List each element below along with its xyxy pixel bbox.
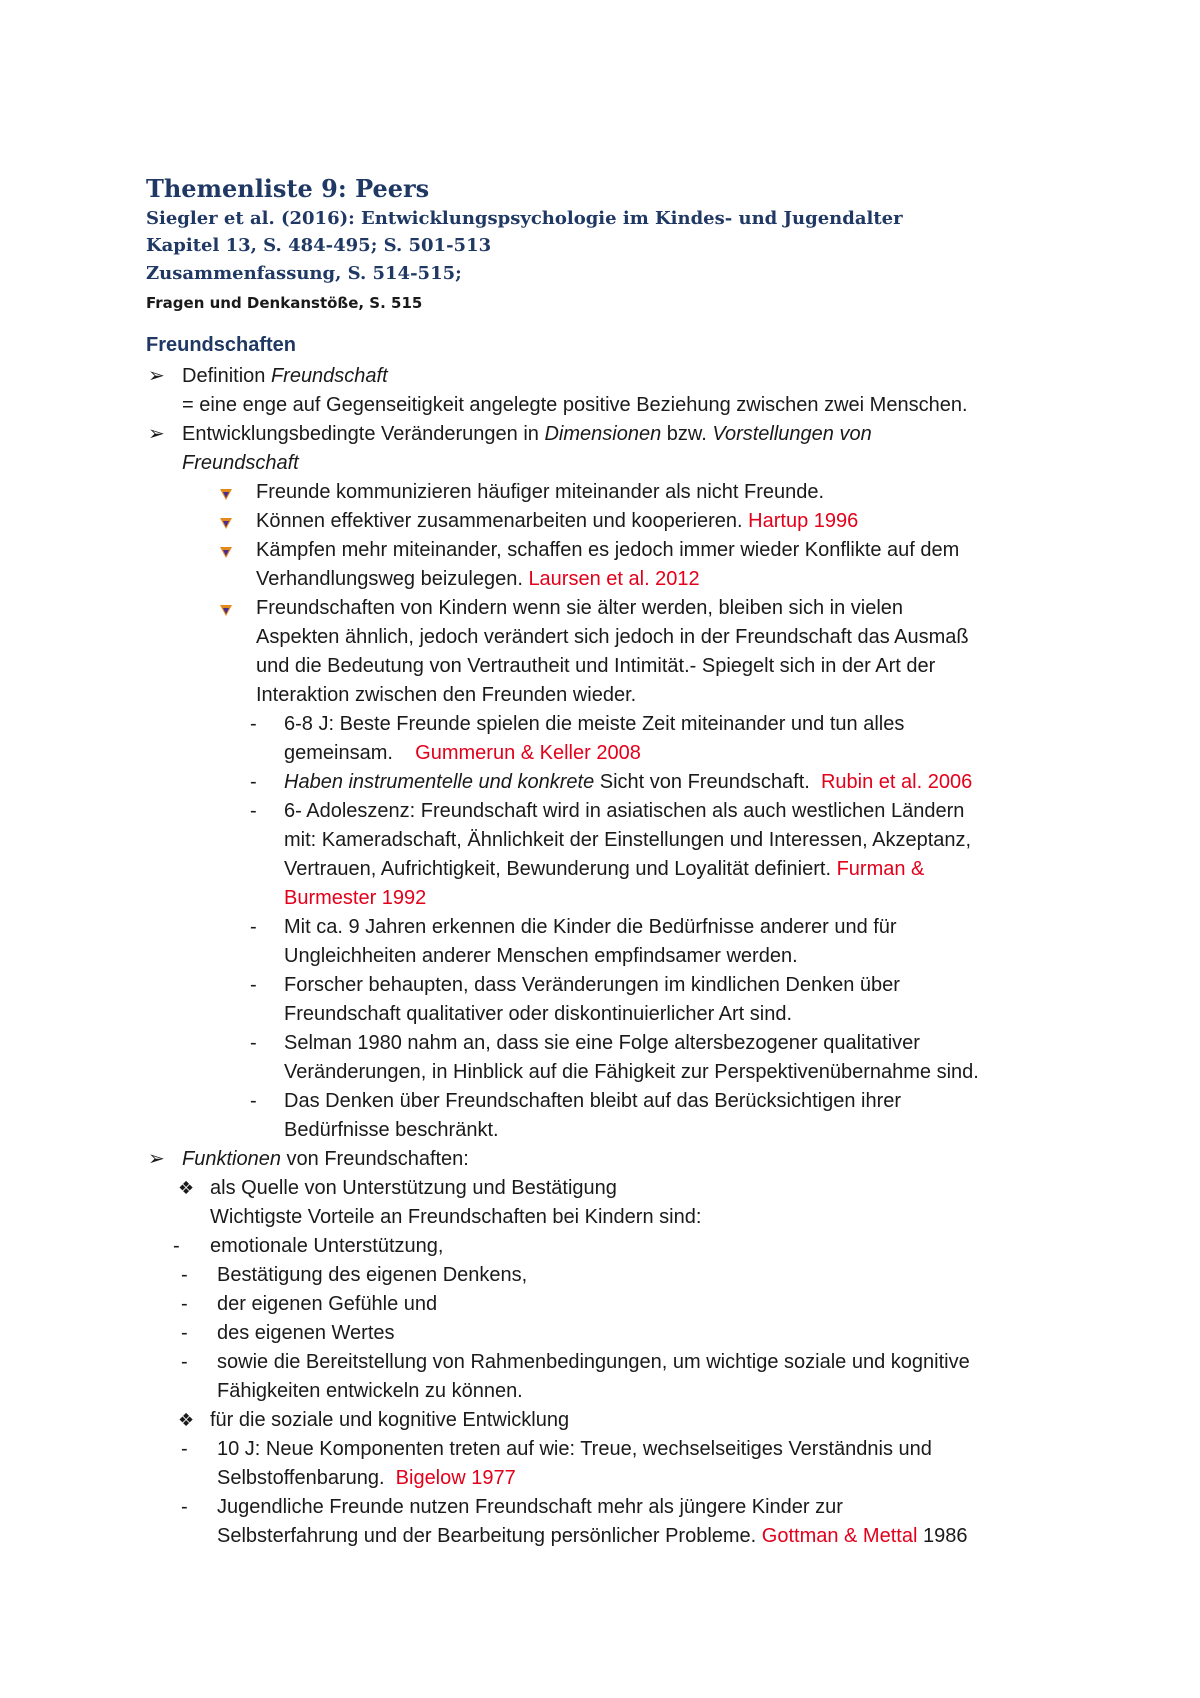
sub-item: des eigenen Wertes — [217, 1322, 395, 1344]
functions-item: Funktionen von Freundschaften: — [182, 1148, 469, 1170]
triangle-bullet-icon — [219, 516, 233, 530]
citation: Rubin et al. 2006 — [820, 771, 973, 793]
arrow-bullet-icon: ➢ — [148, 365, 165, 387]
sub-item-cont: Selbsterfahrung und der Bearbeitung persönlicher Probleme. Gottman & Mettal 1986 — [217, 1525, 968, 1547]
chapter-pages: Kapitel 13, S. 484-495; S. 501-513 — [146, 235, 492, 256]
function-text: Wichtigste Vorteile an Freundschaften bei Kindern sind: — [210, 1206, 702, 1228]
dash-bullet: - — [250, 1032, 257, 1054]
questions-pages: Fragen und Denkanstöße, S. 515 — [146, 294, 423, 312]
summary-pages: Zusammenfassung, S. 514-515; — [146, 263, 462, 284]
sub-item: Mit ca. 9 Jahren erkennen die Kinder die Bedürfnisse anderer und für — [284, 916, 897, 938]
section-heading: Freundschaften — [146, 334, 297, 356]
sub-item: Selman 1980 nahm an, dass sie eine Folge altersbezogener qualitativer — [284, 1032, 920, 1054]
dash-bullet: - — [181, 1351, 188, 1373]
list-item-cont: Verhandlungsweg beizulegen. Laursen et al. 2012 — [256, 568, 700, 590]
dash-bullet: - — [250, 974, 257, 996]
sub-item-cont: Bedürfnisse beschränkt. — [284, 1119, 499, 1141]
dash-bullet: - — [181, 1438, 188, 1460]
triangle-bullet-icon — [219, 603, 233, 617]
triangle-bullet-icon — [219, 545, 233, 559]
dash-bullet: - — [250, 771, 257, 793]
sub-item-cont: Selbstoffenbarung. Bigelow 1977 — [217, 1467, 516, 1489]
development-item-cont: Freundschaft — [182, 452, 299, 474]
citation: Furman & — [836, 858, 925, 880]
citation: Gottman & Mettal — [761, 1525, 918, 1547]
sub-item-cont: Veränderungen, in Hinblick auf die Fähigkeit zur Perspektivenübernahme sind. — [284, 1061, 979, 1083]
citation: Laursen et al. 2012 — [528, 568, 700, 590]
list-item-cont: Interaktion zwischen den Freunden wieder. — [256, 684, 637, 706]
sub-item: Haben instrumentelle und konkrete Sicht von Freundschaft. Rubin et al. 2006 — [284, 771, 973, 793]
list-item-cont: und die Bedeutung von Vertrautheit und Intimität.- Spiegelt sich in der Art der — [256, 655, 936, 677]
dash-bullet: - — [250, 916, 257, 938]
sub-item-cont: Freundschaft qualitativer oder diskontinuierlicher Art sind. — [284, 1003, 793, 1025]
triangle-bullet-icon — [219, 487, 233, 501]
citation: Burmester 1992 — [284, 887, 427, 909]
reference-line: Siegler et al. (2016): Entwicklungspsychologie im Kindes- und Jugendalter — [146, 208, 903, 229]
sub-item-cont: Vertrauen, Aufrichtigkeit, Bewunderung und Loyalität definiert. Furman & — [284, 858, 925, 880]
dash-bullet: - — [181, 1322, 188, 1344]
dash-bullet: - — [173, 1235, 180, 1257]
sub-item: Forscher behaupten, dass Veränderungen im kindlichen Denken über — [284, 974, 900, 996]
page-title: Themenliste 9: Peers — [146, 174, 430, 203]
dash-bullet: - — [250, 1090, 257, 1112]
sub-item-cont: Ungleichheiten anderer Menschen empfindsamer werden. — [284, 945, 798, 967]
definition-item: Definition Freundschaft — [182, 365, 388, 387]
list-item-cont: Aspekten ähnlich, jedoch verändert sich jedoch in der Freundschaft das Ausmaß — [256, 626, 969, 648]
sub-item: 10 J: Neue Komponenten treten auf wie: Treue, wechselseitiges Verständnis und — [217, 1438, 932, 1460]
citation: Bigelow 1977 — [395, 1467, 516, 1489]
sub-item: Das Denken über Freundschaften bleibt auf das Berücksichtigen ihrer — [284, 1090, 902, 1112]
dash-bullet: - — [181, 1264, 188, 1286]
list-item: Können effektiver zusammenarbeiten und kooperieren. Hartup 1996 — [256, 510, 859, 532]
sub-item-cont: Fähigkeiten entwickeln zu können. — [217, 1380, 523, 1402]
diamond-bullet-icon: ❖ — [178, 1410, 195, 1430]
sub-item: emotionale Unterstützung, — [210, 1235, 444, 1257]
sub-item: der eigenen Gefühle und — [217, 1293, 438, 1315]
sub-item: Bestätigung des eigenen Denkens, — [217, 1264, 528, 1286]
citation: Gummerun & Keller 2008 — [415, 742, 641, 764]
arrow-bullet-icon: ➢ — [148, 1148, 165, 1170]
dash-bullet: - — [250, 713, 257, 735]
sub-item: 6- Adoleszenz: Freundschaft wird in asiatischen als auch westlichen Ländern — [284, 800, 965, 822]
list-item: Kämpfen mehr miteinander, schaffen es jedoch immer wieder Konflikte auf dem — [256, 539, 960, 561]
arrow-bullet-icon: ➢ — [148, 423, 165, 445]
list-item: Freunde kommunizieren häufiger miteinander als nicht Freunde. — [256, 481, 825, 503]
definition-text: = eine enge auf Gegenseitigkeit angelegte positive Beziehung zwischen zwei Menschen. — [182, 394, 968, 416]
sub-item-cont: gemeinsam. Gummerun & Keller 2008 — [284, 742, 641, 764]
citation: Hartup 1996 — [748, 510, 859, 532]
sub-item: Jugendliche Freunde nutzen Freundschaft mehr als jüngere Kinder zur — [217, 1496, 843, 1518]
sub-item: sowie die Bereitstellung von Rahmenbedingungen, um wichtige soziale und kognitive — [217, 1351, 970, 1373]
diamond-bullet-icon: ❖ — [178, 1178, 195, 1198]
dash-bullet: - — [181, 1496, 188, 1518]
dash-bullet: - — [250, 800, 257, 822]
development-item: Entwicklungsbedingte Veränderungen in Dimensionen bzw. Vorstellungen von — [182, 423, 872, 445]
sub-item-cont: mit: Kameradschaft, Ähnlichkeit der Einstellungen und Interessen, Akzeptanz, — [284, 829, 972, 851]
function-heading: als Quelle von Unterstützung und Bestätigung — [210, 1177, 617, 1199]
function-heading: für die soziale und kognitive Entwicklung — [210, 1409, 570, 1431]
dash-bullet: - — [181, 1293, 188, 1315]
sub-item: 6-8 J: Beste Freunde spielen die meiste Zeit miteinander und tun alles — [284, 713, 905, 735]
list-item: Freundschaften von Kindern wenn sie älter werden, bleiben sich in vielen — [256, 597, 904, 619]
